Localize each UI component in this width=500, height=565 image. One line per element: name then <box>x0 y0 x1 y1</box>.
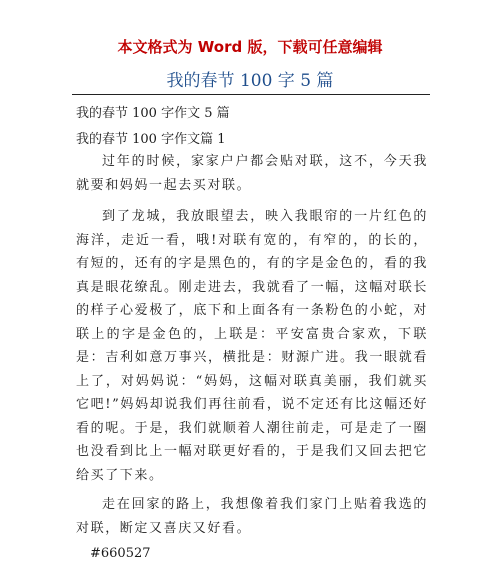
paragraph-2 <box>76 205 428 487</box>
document-id-tag: #660527 <box>90 546 151 561</box>
paragraph-3-text: 走在回家的路上，我想像着我们家门上贴着我选的对联，断定又喜庆又好看。 <box>76 497 428 536</box>
format-banner: 本文格式为 Word 版，下载可任意编辑 <box>117 38 383 56</box>
paragraph-1 <box>76 150 428 197</box>
paragraph-1-text: 过年的时候，家家户户都会贴对联，这不，今天我就要和妈妈一起去买对联。 <box>76 154 428 193</box>
subtitle-essay-1: 我的春节 100 字作文篇 1 <box>76 132 226 147</box>
title-divider <box>72 94 430 95</box>
paragraph-3 <box>76 493 428 540</box>
subtitle-collection: 我的春节 100 字作文 5 篇 <box>76 106 230 121</box>
document-title: 我的春节 100 字 5 篇 <box>166 71 334 91</box>
paragraph-2-text: 到了龙城，我放眼望去，映入我眼帘的一片红色的海洋，走近一看，哦!对联有宽的，有窄的，的长的，有短的，还有的字是黑色的，有的字是金色的，看的我真是眼花缭乱。刚走进去，我就看了一幅，这幅对联长的样子心爱极了，底下和上面各有一条粉色的小蛇，对联上的字是金色的，上联是：平安富贵合家欢，下联是：吉利如意万事兴，横批是：财源广进。我一眼就看上了，对妈妈说：“妈妈，这幅对联真美丽，我们就买它吧!”妈妈却说我们再往前看，说不定还有比这幅还好看的呢。于是，我们就顺着人潮往前走，可是走了一圈也没看到比上一幅对联更好看的，于是我们又回去把它给买了下来。 <box>76 209 428 483</box>
